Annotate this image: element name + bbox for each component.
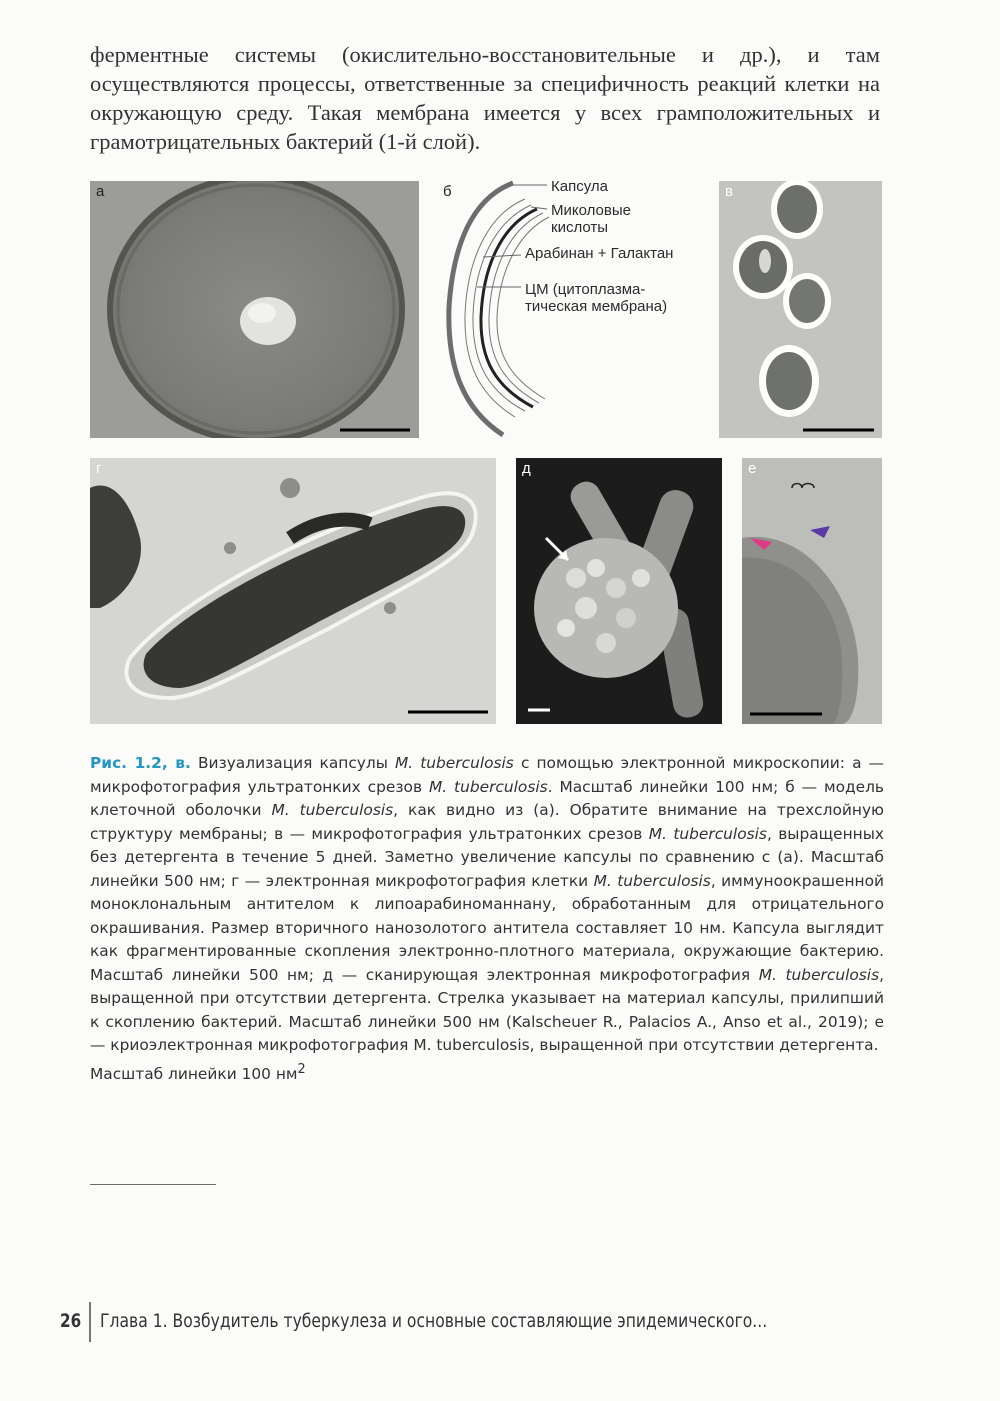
- footer-divider: [89, 1302, 91, 1342]
- figure-panel-d: [90, 458, 496, 724]
- footnote-mark: 2: [297, 1061, 306, 1077]
- label-capsule: Капсула: [551, 178, 608, 195]
- panel-label-d: г: [96, 460, 102, 477]
- panel-label-e: д: [522, 460, 531, 477]
- figure-panel-a: [90, 181, 419, 438]
- tem-sections-image: [719, 181, 882, 438]
- running-title: Глава 1. Возбудитель туберкулеза и основные составляющие эпидемического...: [100, 1310, 768, 1332]
- tem-cell-section-image: [90, 181, 419, 438]
- intro-paragraph: ферментные системы (окислительно-восстановительные и др.), и там осуществляются процессы, ответственные за специфичность реакций клетки на окружающую среду. Такая мембрана имеется у всех грамположительных и грамотрицательных бактерий (1-й слой).: [90, 42, 880, 154]
- panel-label-a: а: [96, 183, 105, 200]
- panel-label-b: б: [443, 183, 452, 200]
- figure-panel-c: [719, 181, 882, 438]
- label-mycolic-1: Миколовые: [551, 202, 631, 219]
- cryo-em-image: [742, 458, 882, 724]
- figure-panel-f: [742, 458, 882, 724]
- footnote-divider: [90, 1184, 216, 1185]
- sem-bacteria-cluster-image: [516, 458, 722, 724]
- figure-caption: Рис. 1.2, в. Визуализация капсулы M. tuberculosis с помощью электронной микроскопии: а — микрофотография ультратонких срезов M. tuberculosis. Масштаб линейки 100 нм; б — модель клеточной оболочки M. tuberculosis, как видно из (а). Обратите внимание на трехслойную структуру мембраны; в — микрофотография ультратонких срезов M. tuberculosis, выращенных без детергента в течение 5 дней. Заметно увеличение капсулы по сравнению с (а). Масштаб линейки 500 нм; г — электронная микрофотография клетки M. tuberculosis, иммуноокрашенной моноклональным антителом к липоарабиноманнану, обработанным для отрицательного окрашивания. Размер вторичного нанозолотого антитела составляет 10 нм. Капсула выглядит как фрагментированные скопления электронно-плотного материала, окружающие бактерию. Масштаб линейки 500 нм; д — сканирующая электронная микрофотография M. tuberculosis, выращенной при отсутствии детергента. Стрелка указывает на материал капсулы, прилипший к скоплению бактерий. Масштаб линейки 500 нм (Kalscheuer R., Palacios A., Anso et al., 2019); е — криоэлектронная микрофотография M. tuberculosis, выращенной при отсутствии детергента. Масштаб линейки 100 $нм^2$: [90, 752, 884, 1086]
- caption-last-line: Масштаб линейки 100 $нм^2$: [90, 1061, 306, 1083]
- panel-label-c: в: [725, 183, 733, 200]
- label-mycolic-2: кислоты: [551, 219, 609, 236]
- panel-label-f: е: [748, 460, 757, 477]
- page-number: 26: [60, 1310, 82, 1332]
- label-cm-1: ЦМ (цитоплазма-: [525, 281, 646, 298]
- figure-panel-e: [516, 458, 722, 724]
- label-arabinan-galactan: Арабинан + Галактан: [525, 245, 674, 262]
- label-cm-2: тическая мембрана): [525, 298, 668, 315]
- negative-stain-bacterium-image: [90, 458, 496, 724]
- figure-caption-label: Рис. 1.2, в.: [90, 754, 191, 772]
